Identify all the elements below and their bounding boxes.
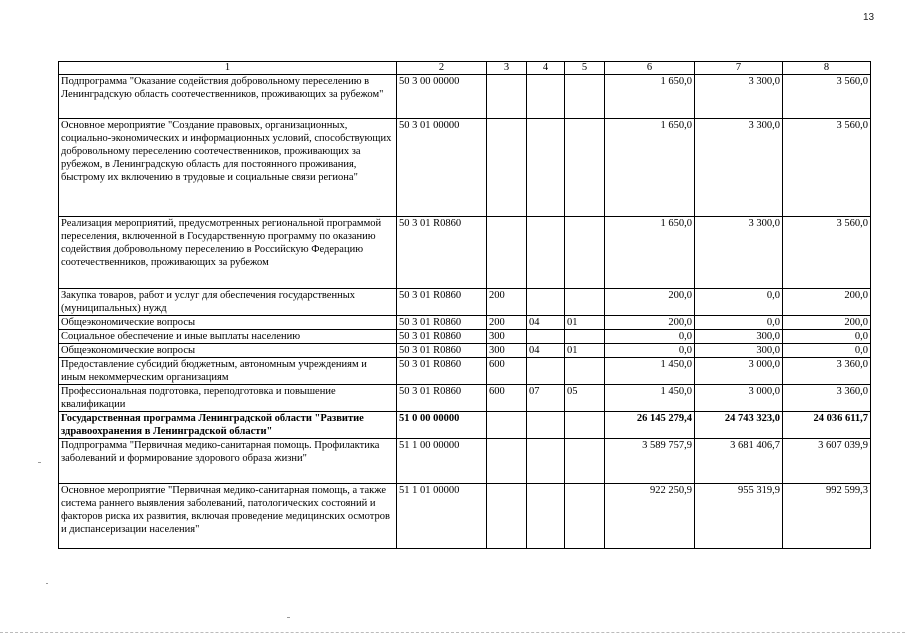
cell-col4: 07 [527, 385, 565, 412]
cell-amount-col7: 3 681 406,7 [695, 439, 783, 484]
header-col-7: 7 [695, 62, 783, 75]
table-row [59, 344, 871, 358]
cell-amount-col6: 0,0 [605, 344, 695, 358]
cell-col4: 04 [527, 344, 565, 358]
header-col-6: 6 [605, 62, 695, 75]
cell-code: 51 1 01 00000 [397, 484, 487, 549]
cell-amount-col6: 200,0 [605, 316, 695, 330]
cell-name: Профессиональная подготовка, переподготовка и повышение квалификации [59, 385, 397, 412]
cell-amount-col6: 922 250,9 [605, 484, 695, 549]
cell-name: Реализация мероприятий, предусмотренных региональной программой переселения, включенной в Государственную программу по оказанию содействия добровольному переселению в Российскую Федерацию соотечественников, проживающих за рубежом [59, 217, 397, 289]
cell-amount-col8: 3 607 039,9 [783, 439, 871, 484]
cell-col5 [565, 412, 605, 439]
cell-amount-col8: 3 560,0 [783, 75, 871, 119]
cell-amount-col8: 0,0 [783, 330, 871, 344]
scan-mark [38, 462, 41, 463]
cell-col4 [527, 289, 565, 316]
cell-name: Государственная программа Ленинградской области "Развитие здравоохранения в Ленинградской области" [59, 412, 397, 439]
header-col-8: 8 [783, 62, 871, 75]
table-row [59, 289, 871, 316]
page-number: 13 [863, 12, 875, 23]
scan-mark [46, 583, 48, 584]
cell-col4 [527, 412, 565, 439]
cell-name: Общеэкономические вопросы [59, 344, 397, 358]
table-row [59, 385, 871, 412]
cell-amount-col7: 0,0 [695, 289, 783, 316]
cell-amount-col8: 3 360,0 [783, 358, 871, 385]
cell-amount-col8: 24 036 611,7 [783, 412, 871, 439]
table-row [59, 439, 871, 484]
cell-name: Предоставление субсидий бюджетным, автономным учреждениям и иным некоммерческим организациям [59, 358, 397, 385]
cell-col5: 05 [565, 385, 605, 412]
cell-col3 [487, 217, 527, 289]
cell-amount-col6: 1 450,0 [605, 358, 695, 385]
cell-col4 [527, 358, 565, 385]
cell-col4 [527, 119, 565, 217]
page-edge-rule [0, 632, 905, 633]
cell-code: 50 3 00 00000 [397, 75, 487, 119]
cell-name: Социальное обеспечение и иные выплаты населению [59, 330, 397, 344]
cell-col3: 600 [487, 358, 527, 385]
cell-name: Общеэкономические вопросы [59, 316, 397, 330]
cell-col5 [565, 75, 605, 119]
cell-amount-col6: 1 650,0 [605, 217, 695, 289]
table-row [59, 484, 871, 549]
header-col-4: 4 [527, 62, 565, 75]
cell-col5 [565, 330, 605, 344]
cell-code: 50 3 01 R0860 [397, 385, 487, 412]
cell-col4 [527, 484, 565, 549]
cell-amount-col8: 3 560,0 [783, 217, 871, 289]
cell-code: 50 3 01 R0860 [397, 217, 487, 289]
cell-amount-col8: 200,0 [783, 316, 871, 330]
table-header-row [59, 62, 871, 75]
cell-amount-col8: 0,0 [783, 344, 871, 358]
cell-amount-col7: 24 743 323,0 [695, 412, 783, 439]
cell-col3 [487, 439, 527, 484]
header-col-3: 3 [487, 62, 527, 75]
cell-col4: 04 [527, 316, 565, 330]
cell-amount-col8: 992 599,3 [783, 484, 871, 549]
table-row [59, 358, 871, 385]
budget-table [58, 61, 871, 549]
cell-amount-col6: 26 145 279,4 [605, 412, 695, 439]
cell-name: Подпрограмма "Оказание содействия добровольному переселению в Ленинградскую область соотечественников, проживающих за рубежом" [59, 75, 397, 119]
cell-amount-col6: 200,0 [605, 289, 695, 316]
cell-col5 [565, 217, 605, 289]
cell-col5: 01 [565, 316, 605, 330]
cell-amount-col7: 0,0 [695, 316, 783, 330]
cell-code: 50 3 01 R0860 [397, 344, 487, 358]
cell-col5: 01 [565, 344, 605, 358]
cell-code: 50 3 01 R0860 [397, 330, 487, 344]
cell-col3 [487, 75, 527, 119]
cell-amount-col7: 300,0 [695, 330, 783, 344]
cell-name: Закупка товаров, работ и услуг для обеспечения государственных (муниципальных) нужд [59, 289, 397, 316]
cell-amount-col8: 200,0 [783, 289, 871, 316]
cell-col3: 600 [487, 385, 527, 412]
cell-col4 [527, 217, 565, 289]
cell-code: 50 3 01 R0860 [397, 289, 487, 316]
cell-col3 [487, 484, 527, 549]
cell-code: 51 1 00 00000 [397, 439, 487, 484]
cell-col4 [527, 439, 565, 484]
cell-amount-col6: 0,0 [605, 330, 695, 344]
cell-name: Подпрограмма "Первичная медико-санитарная помощь. Профилактика заболеваний и формирование здорового образа жизни" [59, 439, 397, 484]
cell-amount-col7: 3 000,0 [695, 385, 783, 412]
cell-code: 50 3 01 R0860 [397, 358, 487, 385]
cell-amount-col7: 3 300,0 [695, 119, 783, 217]
cell-col5 [565, 289, 605, 316]
header-col-1: 1 [59, 62, 397, 75]
cell-col5 [565, 119, 605, 217]
table-row [59, 316, 871, 330]
cell-name: Основное мероприятие "Первичная медико-санитарная помощь, а также система раннего выявления заболеваний, патологических состояний и факторов риска их развития, включая проведение медицинских осмотров и диспансеризации населения" [59, 484, 397, 549]
table-row [59, 119, 871, 217]
cell-col5 [565, 358, 605, 385]
cell-code: 50 3 01 R0860 [397, 316, 487, 330]
table-row [59, 412, 871, 439]
cell-amount-col7: 3 000,0 [695, 358, 783, 385]
cell-code: 51 0 00 00000 [397, 412, 487, 439]
cell-col3: 300 [487, 344, 527, 358]
cell-col3: 200 [487, 316, 527, 330]
cell-col3: 300 [487, 330, 527, 344]
cell-amount-col6: 3 589 757,9 [605, 439, 695, 484]
header-col-5: 5 [565, 62, 605, 75]
cell-amount-col7: 3 300,0 [695, 75, 783, 119]
cell-amount-col6: 1 450,0 [605, 385, 695, 412]
cell-amount-col7: 3 300,0 [695, 217, 783, 289]
scan-mark [287, 617, 290, 618]
cell-col3 [487, 119, 527, 217]
table-body [59, 75, 871, 549]
cell-amount-col8: 3 360,0 [783, 385, 871, 412]
header-col-2: 2 [397, 62, 487, 75]
cell-amount-col6: 1 650,0 [605, 75, 695, 119]
cell-col5 [565, 484, 605, 549]
cell-col3 [487, 412, 527, 439]
cell-amount-col7: 955 319,9 [695, 484, 783, 549]
table-row [59, 75, 871, 119]
cell-col5 [565, 439, 605, 484]
table-row [59, 330, 871, 344]
cell-col3: 200 [487, 289, 527, 316]
cell-amount-col6: 1 650,0 [605, 119, 695, 217]
cell-col4 [527, 330, 565, 344]
cell-name: Основное мероприятие "Создание правовых, организационных, социально-экономических и информационных условий, способствующих добровольному переселению соотечественников, проживающих за рубежом, в Ленинградскую область для постоянного проживания, быстрому их включению в трудовые и социальные связи региона" [59, 119, 397, 217]
cell-col4 [527, 75, 565, 119]
table-row [59, 217, 871, 289]
cell-amount-col7: 300,0 [695, 344, 783, 358]
cell-code: 50 3 01 00000 [397, 119, 487, 217]
cell-amount-col8: 3 560,0 [783, 119, 871, 217]
